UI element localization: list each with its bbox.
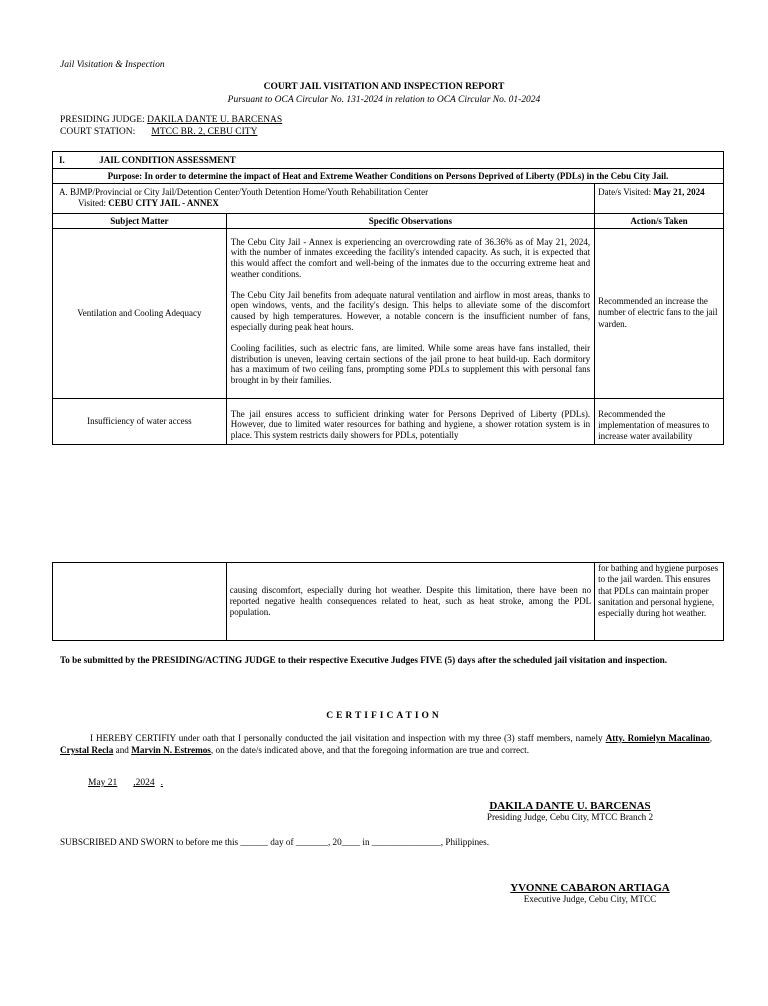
- court-station-label: COURT STATION:: [60, 127, 136, 137]
- cert-sep-2: and: [113, 744, 132, 755]
- report-subtitle: Pursuant to OCA Circular No. 131-2024 in relation to OCA Circular No. 01-2024: [227, 95, 541, 105]
- continued-action: for bathing and hygiene purposes to the jail warden. This ensures that PDLs can maintain proper sanitation and personal hygiene, especially during hot weather.: [595, 563, 724, 641]
- assessment-table: [52, 151, 724, 445]
- row1-observation-2: The Cebu City Jail benefits from adequate natural ventilation and airflow in most areas, thanks to open windows, vents, and the facility's design. This helps to alleviate some of the discomfort caused by high temperatures. However, a notable concern is the insufficient number of fans, especially during peak heat hours.: [230, 289, 591, 333]
- visited-label: Visited:: [78, 198, 106, 209]
- cert-body-end: , on the date/s indicated above, and that the foregoing information are true and correct.: [210, 744, 530, 755]
- cert-sep-1: ,: [709, 733, 712, 743]
- signatory-2-role: Executive Judge, Cebu City, MTCC: [523, 894, 657, 904]
- table-row: [53, 228, 724, 398]
- section-heading-row: [53, 152, 724, 169]
- column-header-row: [53, 213, 724, 228]
- certification-date: May 21 ,2024 .: [60, 778, 163, 788]
- running-header: Jail Visitation & Inspection: [60, 60, 165, 70]
- date-year: 2024: [135, 778, 155, 788]
- purpose-text: Purpose: In order to determine the impact of Heat and Extreme Weather Conditions on Persons Deprived of Liberty (PDLs) in the Cebu City Jail.: [53, 169, 724, 184]
- certification-body: [60, 733, 712, 757]
- court-station-value: MTCC BR. 2, CEBU CITY: [151, 127, 258, 137]
- row1-observation-1: The Cebu City Jail - Annex is experiencing an overcrowding rate of 36.36% as of May 21, 2024, with the number of inmates exceeding the facility's intended capacity. As such, it is expected that this would affect the comfort and well-being of the inmates due to the occurring extreme heat and weather conditions.: [230, 236, 591, 279]
- continued-subject-cell: [53, 563, 227, 641]
- court-station-row: [60, 127, 257, 137]
- report-title: COURT JAIL VISITATION AND INSPECTION REPORT: [263, 82, 505, 92]
- signatory-1-role: Presiding Judge, Cebu City, MTCC Branch 2: [486, 812, 654, 822]
- facility-row: [53, 184, 724, 214]
- col-observations: Specific Observations: [226, 213, 594, 228]
- visited-value: CEBU CITY JAIL - ANNEX: [108, 198, 219, 209]
- purpose-row: [53, 169, 724, 184]
- facility-line: A. BJMP/Provincial or City Jail/Detention Center/Youth Detention Home/Youth Rehabilitation Center: [59, 187, 429, 197]
- presiding-judge-label: PRESIDING JUDGE:: [60, 115, 145, 125]
- assessment-table-continued: [52, 562, 724, 641]
- submission-note: To be submitted by the PRESIDING/ACTING JUDGE to their respective Executive Judges FIVE (5) days after the scheduled jail visitation and inspection.: [60, 655, 668, 665]
- col-actions: Action/s Taken: [595, 213, 724, 228]
- table-row: [53, 563, 724, 641]
- staff-2: Crystal Recla: [60, 744, 114, 755]
- signature-block-executive: [470, 882, 710, 904]
- dates-label: Date/s Visited:: [598, 187, 652, 197]
- certification-title: CERTIFICATION: [326, 711, 442, 721]
- row2-action: Recommended the implementation of measures to increase water availability: [595, 398, 724, 445]
- row1-observation-3: Cooling facilities, such as electric fans, are limited. While some areas have fans installed, their distribution is uneven, leaving certain sections of the jail prone to heat build-up. Each dormitory has a maximum of two ceiling fans, prompting some PDLs to supplement this with personal fans brought in by their families.: [230, 342, 591, 386]
- col-subject: Subject Matter: [53, 213, 227, 228]
- presiding-judge-value: DAKILA DANTE U. BARCENAS: [147, 115, 283, 125]
- section-heading: JAIL CONDITION ASSESSMENT: [99, 155, 236, 165]
- continued-observation: causing discomfort, especially during hot weather. Despite this limitation, there have been no reported negative health consequences related to heat, such as heat stroke, among the PDL population.: [226, 563, 594, 641]
- date-day: May 21: [88, 778, 118, 788]
- signatory-2-name: YVONNE CABARON ARTIAGA: [510, 882, 670, 894]
- dates-value: May 21, 2024: [653, 187, 705, 197]
- staff-3: Marvin N. Estremos: [131, 744, 211, 755]
- presiding-judge-row: [60, 115, 282, 125]
- cert-body-start: I HEREBY CERTIFIY under oath that I personally conducted the jail visitation and inspection with my three (3) staff members, namely: [90, 733, 606, 743]
- row1-subject: Ventilation and Cooling Adequacy: [53, 228, 227, 398]
- sworn-statement: SUBSCRIBED AND SWORN to before me this ______ day of _______, 20____ in _______________, Philippines.: [60, 837, 490, 847]
- section-number: I.: [59, 155, 65, 165]
- signatory-1-name: DAKILA DANTE U. BARCENAS: [489, 800, 651, 812]
- row2-subject: Insufficiency of water access: [53, 398, 227, 445]
- staff-1: Atty. Romielyn Macalinao: [605, 733, 710, 743]
- table-row: [53, 398, 724, 445]
- signature-block-presiding: [440, 800, 700, 822]
- row1-action: Recommended an increase the number of electric fans to the jail warden.: [595, 228, 724, 398]
- row2-observation: The jail ensures access to sufficient drinking water for Persons Deprived of Liberty (PDLs). However, due to limited water resources for bathing and hygiene, a shower rotation system is in place. This system restricts daily showers for PDLs, potentially: [226, 398, 594, 445]
